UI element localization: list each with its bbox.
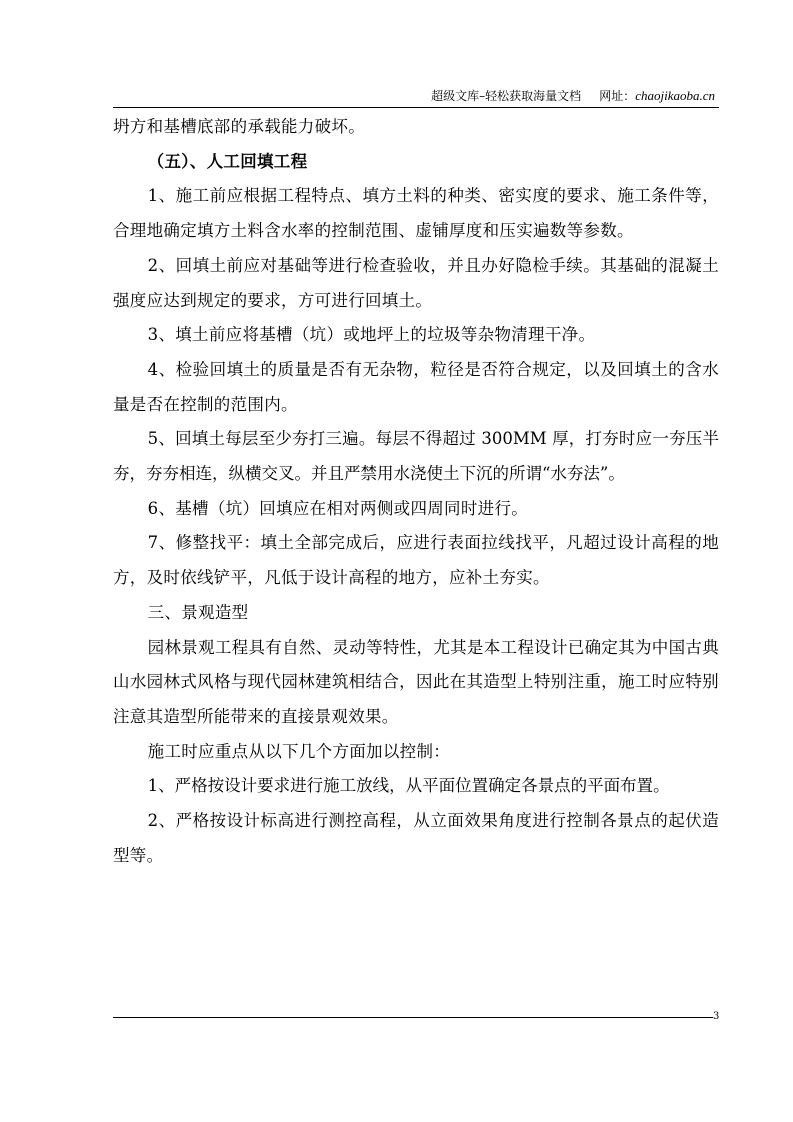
paragraph-control-intro: 施工时应重点从以下几个方面加以控制： [147,741,451,761]
paragraph-item-3: 3、填土前应将基槽（坑）或地坪上的垃圾等杂物清理干净。 [147,325,596,345]
document-body [113,110,719,873]
page-number: 3 [713,1011,720,1022]
header-url: chaojikaoba.cn [635,88,715,103]
paragraph-control-1: 1、严格按设计要求进行施工放线，从平面位置确定各景点的平面布置。 [147,776,670,796]
footer-rule [113,1017,713,1018]
section-heading-backfill: （五）、人工回填工程 [147,151,308,171]
header-site-name: 超级文库–轻松获取海量文档 [431,89,582,103]
paragraph-item-4: 4、检验回填土的质量是否有无杂物，粒径是否符合规定，以及回填土的含水量是否在控制的范围内。 [113,359,719,414]
paragraph-item-5: 5、回填土每层至少夯打三遍。每层不得超过 300MM 厚，打夯时应一夯压半夯，夯夯相连，纵横交叉。并且严禁用水浇使土下沉的所谓“水夯法”。 [113,429,719,484]
page-header [431,88,715,104]
paragraph-item-2: 2、回填土前应对基础等进行检查验收，并且办好隐检手续。其基础的混凝土强度应达到规定的要求，方可进行回填土。 [113,255,719,310]
paragraph-control-2: 2、严格按设计标高进行测控高程，从立面效果角度进行控制各景点的起伏造型等。 [113,811,719,865]
section-heading-landscape: 三、景观造型 [147,602,249,622]
paragraph-item-7: 7、修整找平：填土全部完成后，应进行表面拉线找平，凡超过设计高程的地方，及时依线铲平，凡低于设计高程的地方，应补土夯实。 [113,533,719,588]
paragraph-landscape-intro: 园林景观工程具有自然、灵动等特性，尤其是本工程设计已确定其为中国古典山水园林式风格与现代园林建筑相结合，因此在其造型上特别注重，施工时应特别注意其造型所能带来的直接景观效果。 [113,637,719,726]
paragraph-item-1: 1、施工前应根据工程特点、填方土料的种类、密实度的要求、施工条件等，合理地确定填方土料含水率的控制范围、虚铺厚度和压实遍数等参数。 [113,186,719,241]
paragraph-item-6: 6、基槽（坑）回填应在相对两侧或四周同时进行。 [147,498,529,518]
header-rule [113,107,719,108]
paragraph-continuation: 坍方和基槽底部的承载能力破坏。 [113,117,365,136]
header-url-label: 网址： [599,89,636,103]
